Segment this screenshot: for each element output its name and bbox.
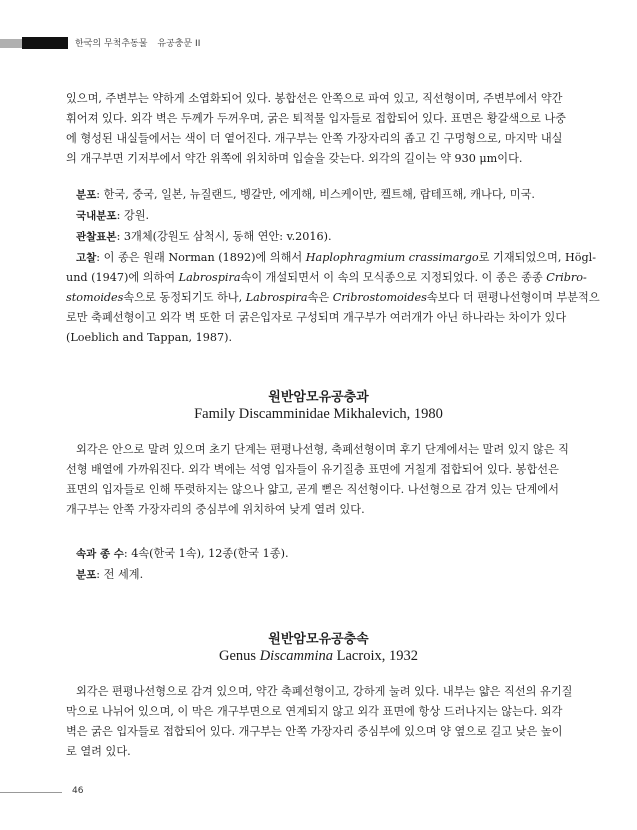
genus-description (66, 682, 571, 762)
field-value: : 한국, 중국, 일본, 뉴질랜드, 벵갈만, 에게해, 비스케이만, 켈트해, 랍테프해, 캐나다, 미국. (96, 188, 535, 201)
distribution-entry (76, 185, 571, 205)
field-label: 국내분포 (76, 210, 117, 222)
field-label: 분포 (76, 569, 97, 581)
taxon-name: Labrospira (178, 271, 241, 284)
remarks-paragraph (66, 248, 600, 348)
remarks-text: 속으로 동정되기도 하나, (123, 291, 246, 304)
text-line: 에 형성된 내실들에서는 색이 더 옅어진다. 개구부는 안쪽 가장자리의 좁고 긴 구멍형으로, 마지막 내실 (66, 132, 563, 145)
text-line: 막으로 나뉘어 있으며, 이 막은 개구부면으로 연계되지 않고 외각 표면에 항상 드러나지는 않는다. 외각 (66, 705, 563, 718)
remarks-text: 로만 축폐선형이고 외각 벽 또한 더 굵은입자로 구성되며 개구부가 여러개가 아닌 하나라는 차이가 있다 (66, 311, 567, 324)
footer-rule (0, 792, 62, 793)
remarks-text: (Loeblich and Tappan, 1987). (66, 331, 233, 344)
field-label: 고찰 (76, 252, 97, 264)
taxon-name: Discammina (259, 648, 334, 664)
text-line: 개구부는 안쪽 가장자리의 중심부에 위치하여 낮게 열려 있다. (66, 503, 365, 516)
heading-text: Lacroix, 1932 (333, 648, 418, 664)
text-line: 외각은 안으로 말려 있으며 초기 단계는 편평나선형, 축폐선형이며 후기 단계에서는 말려 있지 않은 직 (76, 443, 569, 456)
field-value: : 3개체(강원도 삼척시, 동해 연안: v.2016). (116, 230, 332, 243)
field-value: : 전 세계. (96, 568, 144, 581)
page-number: 46 (72, 786, 84, 796)
domestic-distribution-entry (76, 206, 571, 226)
field-label: 속과 종 수 (76, 548, 124, 560)
taxon-name: Haplophragmium crassimargo (305, 251, 479, 264)
text-line: 의 개구부면 기저부에서 약간 위쪽에 위치하며 입술을 갖는다. 외각의 길이는 약 930 μm이다. (66, 152, 523, 165)
field-value: : 4속(한국 1속), 12종(한국 1종). (123, 547, 289, 560)
text-line: 표면의 입자들로 인해 뚜렷하지는 않으나 얇고, 곧게 뻗은 직선형이다. 나선형으로 감겨 있는 단계에서 (66, 483, 559, 496)
genus-heading-korean: 원반암모유공충속 (268, 632, 369, 647)
header-bar-black (22, 37, 68, 49)
family-distribution-entry (76, 565, 571, 585)
remarks-text: 속보다 더 편평나선형이며 부분적으 (426, 291, 600, 304)
family-heading-korean: 원반암모유공충과 (268, 390, 369, 405)
text-line: 외각은 편평나선형으로 감겨 있으며, 약간 축폐선형이고, 강하게 눌려 있다. 내부는 얇은 직선의 유기질 (76, 685, 573, 698)
field-value: : 강원. (116, 209, 150, 222)
text-line: 벽은 굵은 입자들로 접합되어 있다. 개구부는 안쪽 가장자리 중심부에 있으며 양 옆으로 길고 낮은 높이 (66, 725, 563, 738)
text-line: 휘어져 있다. 외각 벽은 두께가 두꺼우며, 굵은 퇴적물 입자들로 접합되어 있다. 표면은 황갈색으로 나중 (66, 112, 566, 125)
remarks-text: 속이 개설되면서 이 속의 모식종으로 지정되었다. 이 종은 종종 (240, 271, 547, 284)
genus-heading-latin (0, 648, 637, 665)
header-bar-gray (0, 39, 22, 48)
text-line: 로 열려 있다. (66, 745, 131, 758)
taxon-name: Cribrostomoides (332, 291, 427, 304)
volume-title: 유공충문 II (157, 39, 201, 49)
text-line: 선형 배열에 가까워진다. 외각 벽에는 석영 입자들이 유기질층 표면에 거칠게 접합되어 있다. 봉합선은 (66, 463, 559, 476)
family-description (66, 440, 571, 520)
taxon-name: Labrospira (245, 291, 308, 304)
heading-text: Genus (219, 648, 260, 664)
examined-specimens-entry (76, 227, 571, 247)
running-header (75, 36, 200, 49)
intro-paragraph (66, 89, 571, 169)
remarks-text: : 이 종은 원래 Norman (1892)에 의해서 (96, 251, 306, 264)
book-title: 한국의 무척추동물 (75, 39, 148, 49)
field-label: 분포 (76, 189, 97, 201)
field-label: 관찰표본 (76, 231, 117, 243)
family-heading-latin: Family Discamminidae Mikhalevich, 1980 (194, 406, 443, 422)
genera-species-count-entry (76, 544, 571, 564)
remarks-text: 로 기재되었으며, Högl- (478, 251, 596, 264)
remarks-text: und (1947)에 의하여 (66, 271, 179, 284)
remarks-text: 속은 (307, 291, 333, 304)
text-line: 있으며, 주변부는 약하게 소엽화되어 있다. 봉합선은 안쪽으로 파여 있고, 직선형이며, 주변부에서 약간 (66, 92, 563, 105)
taxon-name: stomoides (66, 291, 124, 304)
taxon-name: Cribro- (546, 271, 587, 284)
